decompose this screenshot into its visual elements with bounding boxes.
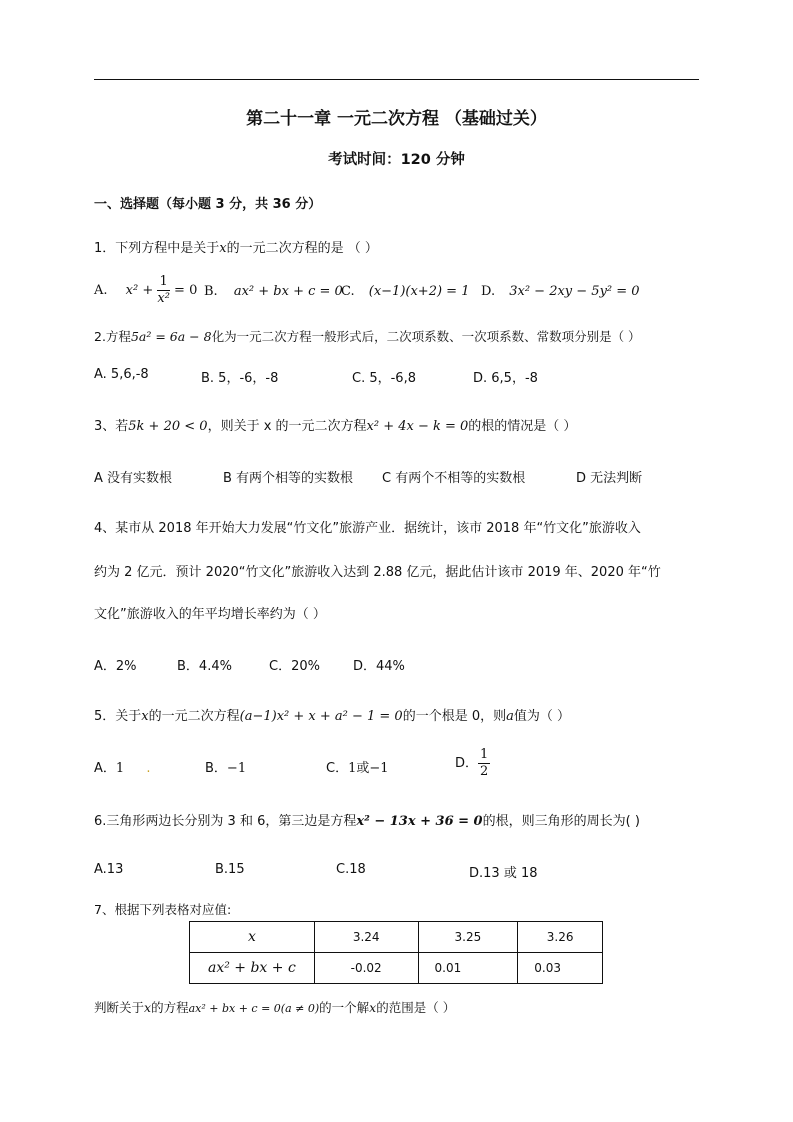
table-cell: 0.01 — [418, 953, 518, 984]
q5-frac-num: 1 — [480, 747, 489, 762]
q2-eq: 5a² = 6a − 8 — [130, 329, 212, 344]
q5-option-d-label: D． — [455, 756, 479, 771]
q2-text-post: 化为一元二次方程一般形式后，二次项系数、一次项系数、常数项分别是（ ） — [211, 329, 641, 344]
q5-option-a-label: A． — [94, 761, 116, 776]
q6-option-d: D.13 或 18 — [469, 866, 538, 881]
q1-option-a-eq-end: = 0 — [169, 283, 198, 298]
q3-condition: 5k + 20 < 0 — [128, 419, 208, 434]
q6-text-post: 的根，则三角形的周长为( ) — [482, 814, 640, 829]
q5-option-a — [94, 757, 150, 776]
q5-option-d-frac — [478, 747, 490, 780]
q1-option-b-label: B. — [204, 284, 218, 299]
q5-text-pre: 5．关于 — [94, 709, 142, 724]
q5-var: x — [141, 709, 149, 724]
q7-text-pre: 判断关于 — [94, 1000, 145, 1015]
table-row — [190, 922, 603, 953]
q3-eq: x² + 4x − k = 0 — [366, 419, 469, 434]
question-7-intro: 7、根据下列表格对应值: — [94, 902, 232, 917]
question-1 — [94, 237, 378, 256]
q5-frac-den: 2 — [480, 764, 489, 779]
q4-option-b: B．4.4% — [177, 659, 232, 674]
q5-text-post: 的一个根是 0，则 — [402, 709, 507, 724]
table-row — [190, 953, 603, 984]
q6-eq: x² − 13x + 36 = 0 — [356, 814, 483, 829]
exam-time: 考试时间：120 分钟 — [328, 152, 465, 168]
q4-option-a: A．2% — [94, 659, 137, 674]
question-6 — [94, 810, 640, 829]
q2-option-b: B. 5，-6，-8 — [201, 371, 279, 386]
q3-text-mid: ，则关于 x 的一元二次方程 — [207, 419, 367, 434]
question-3 — [94, 415, 576, 434]
q2-option-d: D. 6,5，-8 — [473, 371, 538, 386]
q4-option-d: D．44% — [353, 659, 405, 674]
q3-option-b: B 有两个相等的实数根 — [223, 471, 354, 486]
table-cell: -0.02 — [314, 953, 418, 984]
table-cell: 3.24 — [314, 922, 418, 953]
q3-text-post: 的根的情况是（ ） — [468, 419, 577, 434]
question-4-line-2: 约为 2 亿元．预计 2020“竹文化”旅游收入达到 2.88 亿元，据此估计该市 2019 年、2020 年“竹 — [94, 565, 661, 580]
table-cell: x — [190, 922, 315, 953]
section-heading: 一、选择题（每小题 3 分，共 36 分） — [94, 197, 322, 212]
q5-eq: (a−1)x² + x + a² − 1 = 0 — [239, 709, 403, 724]
question-4-line-3: 文化”旅游收入的年平均增长率约为（ ） — [94, 607, 326, 622]
table-cell: ax² + bx + c — [190, 953, 315, 984]
table-cell: 3.25 — [418, 922, 518, 953]
q6-option-a: A.13 — [94, 862, 124, 877]
q5-stray-dot: . — [146, 761, 151, 776]
question-7 — [94, 998, 455, 1016]
q6-text-pre: 6.三角形两边长分别为 3 和 6，第三边是方程 — [94, 814, 357, 829]
q5-text-end: 值为（ ） — [513, 709, 571, 724]
q4-option-c: C．20% — [269, 659, 320, 674]
q7-eq: ax² + bx + c = 0(a ≠ 0) — [188, 1002, 320, 1015]
question-5 — [94, 705, 570, 724]
q1-option-a — [94, 274, 197, 307]
q3-option-a: A 没有实数根 — [94, 471, 173, 486]
q7-var: x — [144, 1000, 152, 1015]
q1-option-b-eq: ax² + bx + c = 0 — [233, 284, 343, 299]
q2-text-pre: 2.方程 — [94, 329, 131, 344]
question-4-line-1: 4、某市从 2018 年开始大力发展“竹文化”旅游产业．据统计，该市 2018 年“竹文化”旅游收入 — [94, 521, 641, 536]
q5-option-b-val: −1 — [226, 761, 247, 776]
q6-option-b: B.15 — [215, 862, 245, 877]
q1-option-a-frac — [157, 274, 170, 307]
q5-option-c-label: C． — [326, 761, 349, 776]
q1-var: x — [219, 241, 227, 256]
q7-var2: x — [369, 1000, 377, 1015]
q1-option-c-eq: (x−1)(x+2) = 1 — [368, 284, 470, 299]
q7-text-post: 的一个解 — [319, 1000, 370, 1015]
q1-text-post: 的一元二次方程的是 （ ） — [226, 241, 378, 256]
q5-var2: a — [506, 709, 514, 724]
q5-option-b-label: B． — [205, 761, 227, 776]
table-cell: 3.26 — [518, 922, 603, 953]
header-rule — [94, 79, 699, 80]
q1-text-pre: 1．下列方程中是关于 — [94, 241, 220, 256]
q1-option-a-label: A. — [94, 283, 108, 298]
q5-option-a-val: 1 — [115, 761, 125, 776]
page-title: 第二十一章 一元二次方程 （基础过关） — [246, 109, 547, 129]
q1-option-d-eq: 3x² − 2xy − 5y² = 0 — [509, 284, 640, 299]
q1-option-d-label: D. — [481, 284, 496, 299]
q2-option-c: C. 5，-6,8 — [352, 371, 416, 386]
q2-option-a: A. 5,6,-8 — [94, 367, 149, 382]
q1-option-c-label: C. — [341, 284, 355, 299]
q5-option-d — [455, 747, 490, 780]
table-cell: 0.03 — [518, 953, 603, 984]
values-table — [189, 921, 603, 984]
q5-text-mid: 的一元二次方程 — [148, 709, 240, 724]
q6-option-c: C.18 — [336, 862, 366, 877]
q1-option-b — [204, 284, 343, 299]
q1-option-a-eq: x² + — [125, 283, 158, 298]
q1-option-c — [341, 284, 469, 299]
q7-text-mid: 的方程 — [151, 1000, 189, 1015]
q3-option-d: D 无法判断 — [576, 471, 643, 486]
q5-option-c-val: 1或−1 — [348, 761, 389, 776]
q1-frac-num: 1 — [157, 274, 170, 291]
question-2 — [94, 327, 641, 345]
q3-text-pre: 3、若 — [94, 419, 129, 434]
q5-option-c — [326, 757, 389, 776]
q1-option-d — [481, 284, 640, 299]
q5-option-b — [205, 757, 246, 776]
q7-text-end: 的范围是（ ） — [376, 1000, 456, 1015]
q3-option-c: C 有两个不相等的实数根 — [382, 471, 526, 486]
q1-frac-den: x² — [157, 291, 170, 306]
